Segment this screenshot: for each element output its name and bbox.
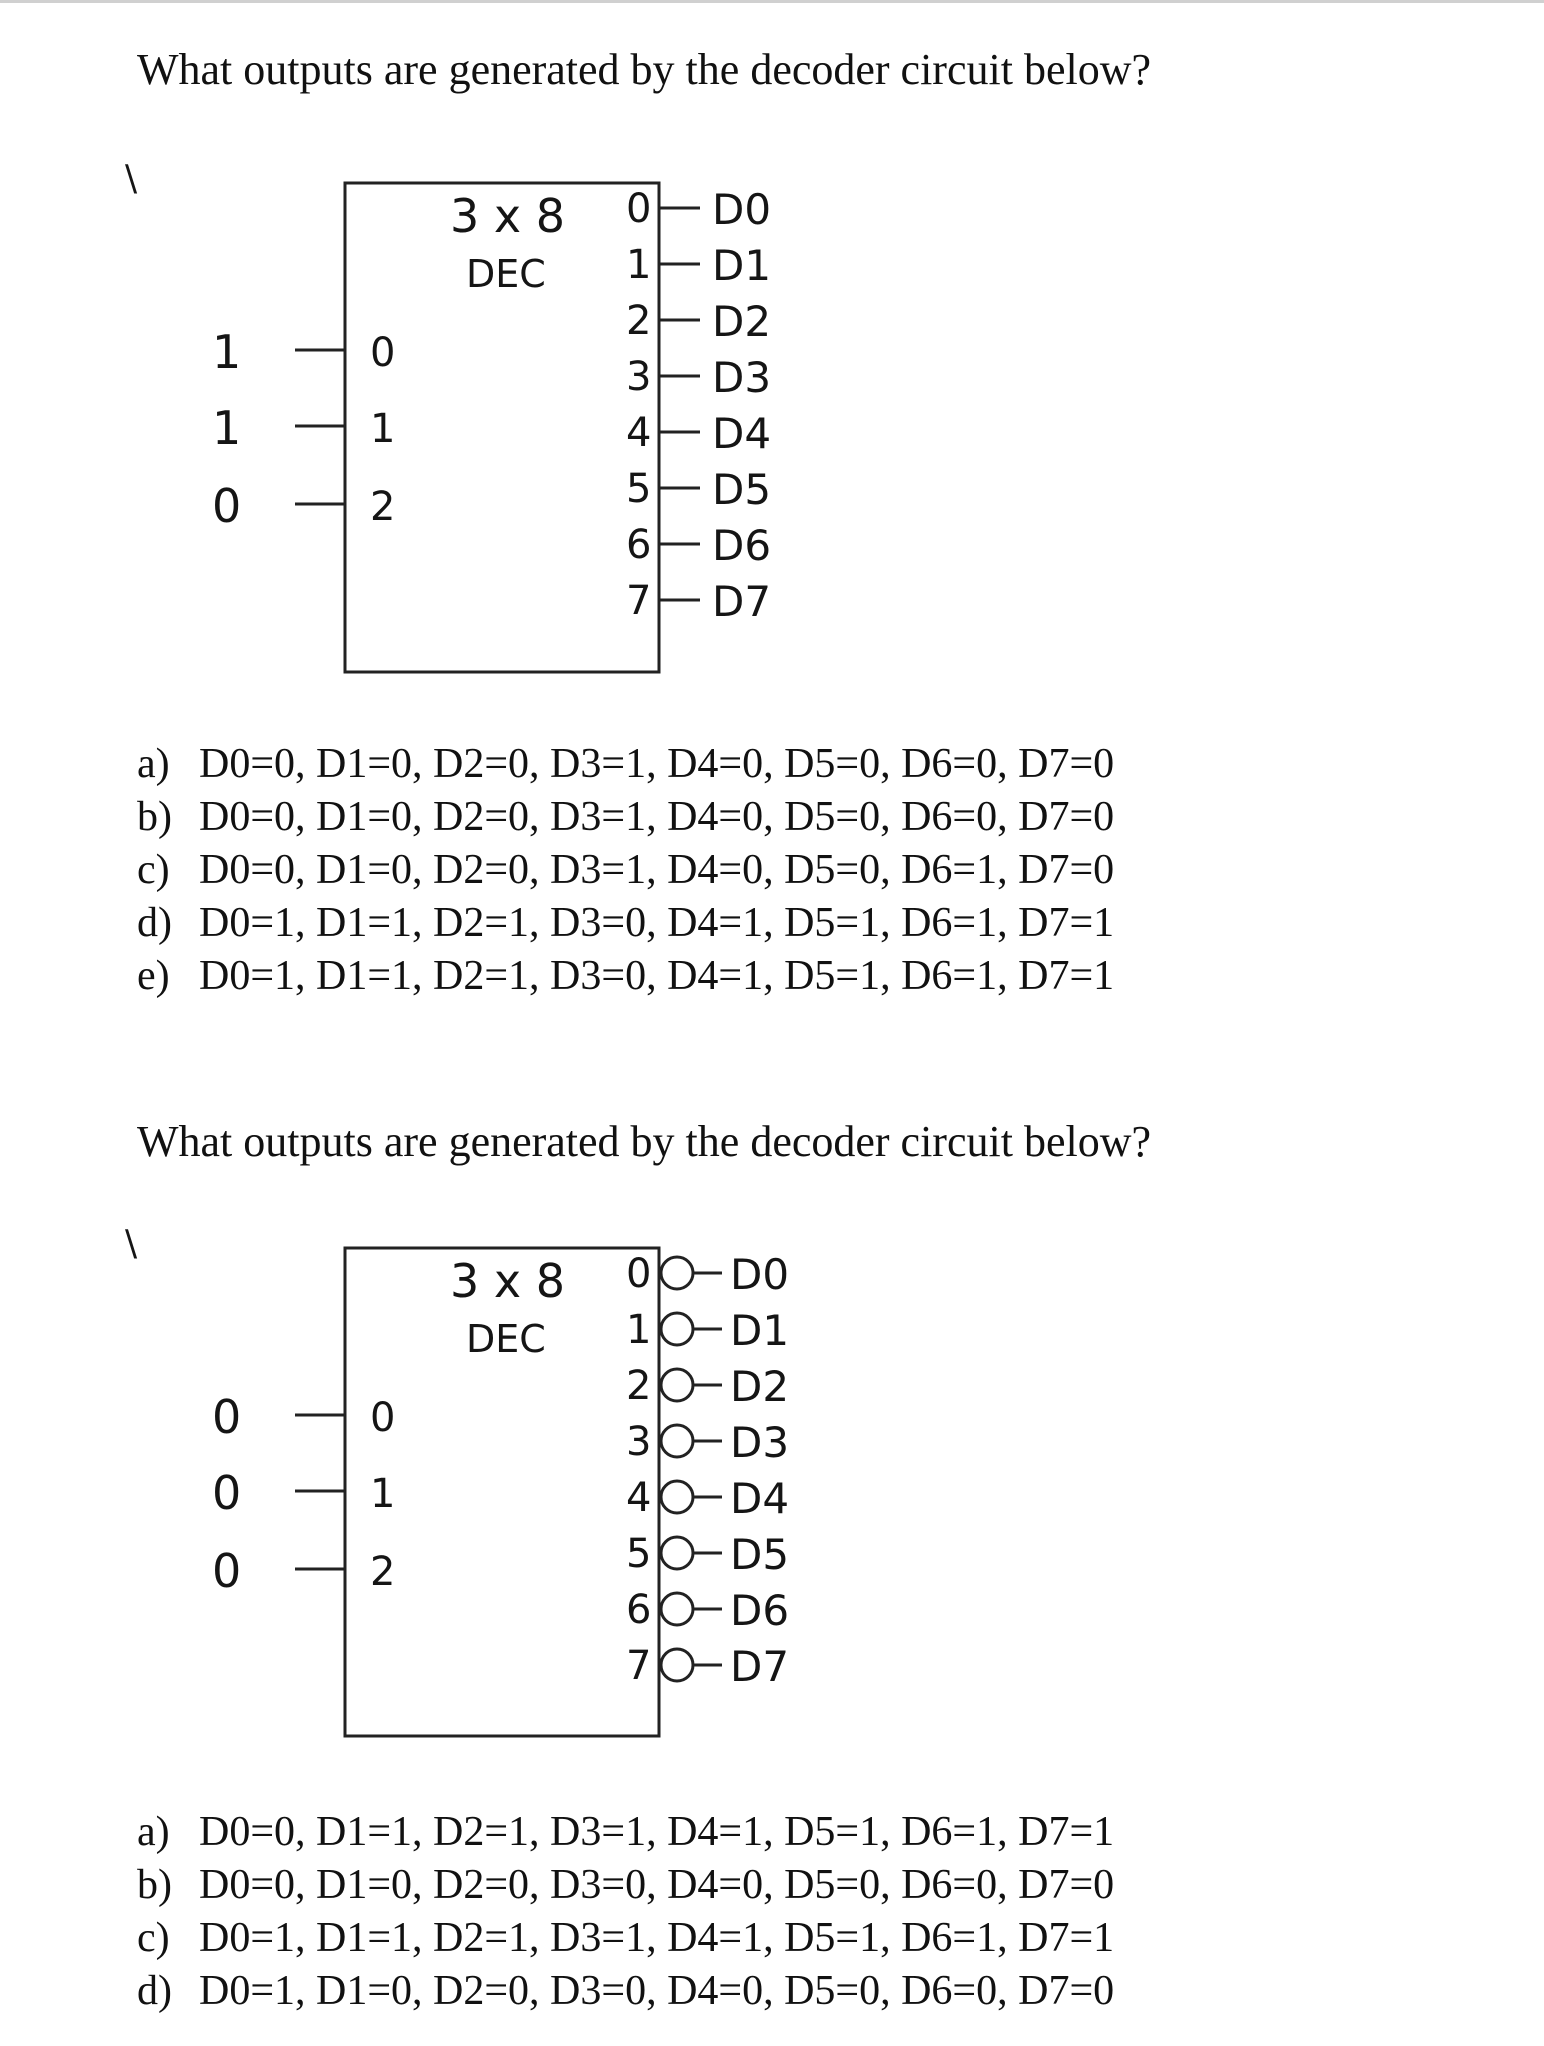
option-letter: a) [137,1809,170,1855]
option-text: D0=1, D1=1, D2=1, D3=1, D4=1, D5=1, D6=1, D7=1 [199,1915,1115,1961]
output-pin-label: 7 [626,578,652,624]
output-pin-label: 4 [626,1475,652,1521]
output-name: D6 [712,521,772,570]
decoder-size-label: 3 x 8 [450,1254,565,1308]
option-letter: b) [137,794,172,840]
input-pin-label: 1 [370,1471,396,1517]
output-pin-label: 3 [626,354,652,400]
option-text: D0=0, D1=0, D2=0, D3=1, D4=0, D5=0, D6=0, D7=0 [199,794,1115,840]
output-name: D3 [712,353,772,402]
decoder-diagram-1 [0,140,1544,700]
option-letter: c) [137,847,170,893]
stray-mark: \ [125,158,138,199]
answer-option[interactable] [137,1912,1114,1965]
output-name: D0 [730,1250,790,1299]
inversion-bubble [661,1649,693,1681]
decoder-type-label: DEC [466,252,546,296]
option-letter: c) [137,1915,170,1961]
option-text: D0=1, D1=0, D2=0, D3=0, D4=0, D5=0, D6=0, D7=0 [199,1968,1115,2014]
output-pin-label: 6 [626,522,652,568]
output-name: D4 [730,1474,790,1523]
stray-mark: \ [125,1223,138,1264]
page-top-border [0,0,1544,3]
inversion-bubble [661,1313,693,1345]
output-name: D7 [730,1642,790,1691]
question-2-options [137,1806,1114,2018]
output-name: D1 [712,241,772,290]
option-letter: d) [137,1968,172,2014]
output-pin-label: 1 [626,242,652,288]
output-name: D2 [712,297,772,346]
inversion-bubble [661,1537,693,1569]
output-name: D7 [712,577,772,626]
option-letter: a) [137,741,170,787]
output-pin-label: 6 [626,1587,652,1633]
answer-option[interactable] [137,844,1114,897]
output-name: D1 [730,1306,790,1355]
decoder-circuit-1 [0,140,1544,700]
output-name: D6 [730,1586,790,1635]
output-pin-label: 0 [626,1251,652,1297]
option-text: D0=0, D1=1, D2=1, D3=1, D4=1, D5=1, D6=1, D7=1 [199,1809,1115,1855]
question-1-options [137,738,1114,1003]
inversion-bubble [661,1425,693,1457]
decoder-size-label: 3 x 8 [450,189,565,243]
inversion-bubble [661,1369,693,1401]
question-2-prompt: What outputs are generated by the decoder circuit below? [137,1117,1151,1166]
inversion-bubble [661,1257,693,1289]
output-name: D5 [730,1530,790,1579]
input-value: 1 [212,325,242,379]
output-name: D5 [712,465,772,514]
input-pin-label: 0 [370,330,396,376]
input-value: 0 [212,1390,242,1444]
output-pin-label: 0 [626,186,652,232]
option-letter: b) [137,1862,172,1908]
output-pin-label: 3 [626,1419,652,1465]
decoder-type-label: DEC [466,1317,546,1361]
question-1-prompt: What outputs are generated by the decoder circuit below? [137,45,1151,94]
output-pin-label: 2 [626,298,652,344]
output-pin-label: 2 [626,1363,652,1409]
option-text: D0=0, D1=0, D2=0, D3=1, D4=0, D5=0, D6=1, D7=0 [199,847,1115,893]
output-name: D2 [730,1362,790,1411]
output-pin-label: 1 [626,1307,652,1353]
input-pin-label: 0 [370,1395,396,1441]
option-letter: e) [137,953,170,999]
inversion-bubble [661,1593,693,1625]
output-name: D0 [712,185,772,234]
option-text: D0=0, D1=0, D2=0, D3=1, D4=0, D5=0, D6=0, D7=0 [199,741,1115,787]
decoder-diagram-2 [0,1205,1544,1785]
answer-option[interactable] [137,738,1114,791]
output-pin-label: 5 [626,1531,652,1577]
output-pin-label: 4 [626,410,652,456]
answer-option[interactable] [137,1859,1114,1912]
answer-option[interactable] [137,791,1114,844]
answer-option[interactable] [137,1806,1114,1859]
output-name: D4 [712,409,772,458]
option-text: D0=1, D1=1, D2=1, D3=0, D4=1, D5=1, D6=1, D7=1 [199,900,1115,946]
input-value: 1 [212,401,242,455]
input-value: 0 [212,1544,242,1598]
inversion-bubble [661,1481,693,1513]
answer-option[interactable] [137,1965,1114,2018]
input-pin-label: 2 [370,1549,396,1595]
input-pin-label: 2 [370,484,396,530]
answer-option[interactable] [137,950,1114,1003]
input-value: 0 [212,479,242,533]
answer-option[interactable] [137,897,1114,950]
option-letter: d) [137,900,172,946]
input-value: 0 [212,1466,242,1520]
input-pin-label: 1 [370,406,396,452]
option-text: D0=0, D1=0, D2=0, D3=0, D4=0, D5=0, D6=0, D7=0 [199,1862,1115,1908]
decoder-circuit-2 [0,1205,1544,1785]
output-pin-label: 7 [626,1643,652,1689]
option-text: D0=1, D1=1, D2=1, D3=0, D4=1, D5=1, D6=1, D7=1 [199,953,1115,999]
output-pin-label: 5 [626,466,652,512]
output-name: D3 [730,1418,790,1467]
